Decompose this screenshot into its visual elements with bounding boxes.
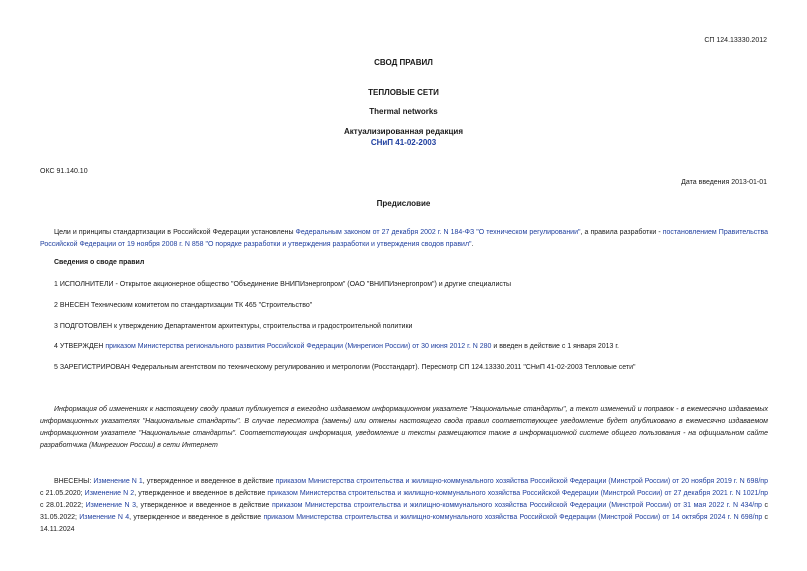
amendment-4-order-link[interactable]: приказом Министерства строительства и жилищно-коммунального хозяйства Российской Федерации (Минстрой России) от 14 октября 2024 г. N 698/пр [263, 514, 763, 521]
amendment-1-date: с 21.05.2020; [40, 490, 85, 497]
amendment-1-text: , утвержденное и введенное в действие [142, 478, 276, 485]
amendment-3-text: , утвержденное и введенное в действие [136, 502, 272, 509]
amendment-1-link[interactable]: Изменение N 1 [93, 478, 143, 485]
amendment-3-link[interactable]: Изменение N 3 [85, 502, 137, 509]
item-executors: 1 ИСПОЛНИТЕЛИ - Открытое акционерное общество "Объединение ВНИПИэнергопром" (ОАО "ВНИПИэнергопром") и другие специалисты [54, 281, 512, 288]
document-code: СП 124.13330.2012 [704, 37, 767, 44]
amendment-3-date: с 31.05.2022; [40, 502, 768, 521]
government-decree-link[interactable]: постановлением Правительства Российской Федерации от 19 ноября 2008 г. N 858 "О порядке разработки и утверждения разработки и утверждения сводов правил" [40, 229, 768, 248]
preface-heading: Предисловие [376, 199, 431, 208]
preface-intro [40, 227, 768, 251]
amendments-list [40, 476, 768, 536]
approved-text-2: и введен в действие с 1 января 2013 г. [491, 343, 619, 350]
doc-title-en: Thermal networks [369, 107, 438, 116]
item-registered: 5 ЗАРЕГИСТРИРОВАН Федеральным агентством по техническому регулированию и метрологии (Росстандарт). Пересмотр СП 124.13330.2011 "СНиП 41-02-2003 Тепловые сети" [54, 364, 636, 371]
edition-reference-link[interactable]: СНиП 41-02-2003 [370, 138, 437, 147]
amendment-2-order-link[interactable]: приказом Министерства строительства и жилищно-коммунального хозяйства Российской Федерации (Минстрой России) от 27 декабря 2021 г. N 1021/пр [267, 490, 768, 497]
intro-text-3: . [471, 241, 474, 248]
item-prepared: 3 ПОДГОТОВЛЕН к утверждению Департаментом архитектуры, строительства и градостроительной политики [54, 323, 413, 330]
item-approved [54, 343, 619, 350]
amendment-4-text: , утвержденное и введенное в действие [129, 514, 264, 521]
amendments-prefix: ВНЕСЕНЫ: [54, 478, 94, 485]
info-heading: Сведения о своде правил [54, 259, 145, 266]
amendment-2-date: с 28.01.2022; [40, 502, 86, 509]
amendment-2-link[interactable]: Изменение N 2 [84, 490, 135, 497]
item-introduced: 2 ВНЕСЕН Техническим комитетом по стандартизации ТК 465 "Строительство" [54, 302, 313, 309]
doc-title-ru: ТЕПЛОВЫЕ СЕТИ [368, 88, 439, 97]
amendment-2-text: , утвержденное и введенное в действие [134, 490, 268, 497]
intro-text-2: , а правила разработки - [580, 229, 663, 236]
edition-label: Актуализированная редакция [344, 127, 463, 136]
amendment-1-order-link[interactable]: приказом Министерства строительства и жилищно-коммунального хозяйства Российской Федерации (Минстрой России) от 20 ноября 2019 г. N 698/пр [275, 478, 768, 485]
approved-text-1: 4 УТВЕРЖДЕН [54, 343, 106, 350]
oks-code: ОКС 91.140.10 [40, 168, 88, 175]
intro-text-1: Цели и принципы стандартизации в Российской Федерации установлены [54, 229, 296, 236]
amendment-3-order-link[interactable]: приказом Министерства строительства и жилищно-коммунального хозяйства Российской Федерации (Минстрой России) от 31 мая 2022 г. N 434/пр [271, 502, 762, 509]
approval-order-link[interactable]: приказом Министерства регионального развития Российской Федерации (Минрегион России) от 30 июня 2012 г. N 280 [105, 343, 492, 350]
changes-notice: Информация об изменениях к настоящему своду правил публикуется в ежегодно издаваемом информационном указателе "Национальные стандарты", а текст изменений и поправок - в ежемесячно издаваемых информационных указателях "Национальные стандарты". В случае пересмотра (замены) или отмены настоящего свода правил соответствующее уведомление будет опубликовано в ежемесячно издаваемом информационном указателе "Национальные стандарты". Соответствующая информация, уведомление и тексты размещаются также в информационной системе общего пользования - на официальном сайте разработчика (Минрегион России) в сети Интернет [40, 406, 768, 449]
effective-date: Дата введения 2013-01-01 [681, 179, 767, 186]
amendment-4-date: с 14.11.2024 [40, 514, 769, 533]
amendment-4-link[interactable]: Изменение N 4 [79, 514, 130, 521]
federal-law-link[interactable]: Федеральным законом от 27 декабря 2002 г. N 184-ФЗ "О техническом регулировании" [295, 229, 581, 236]
doc-type-title: СВОД ПРАВИЛ [374, 58, 433, 67]
